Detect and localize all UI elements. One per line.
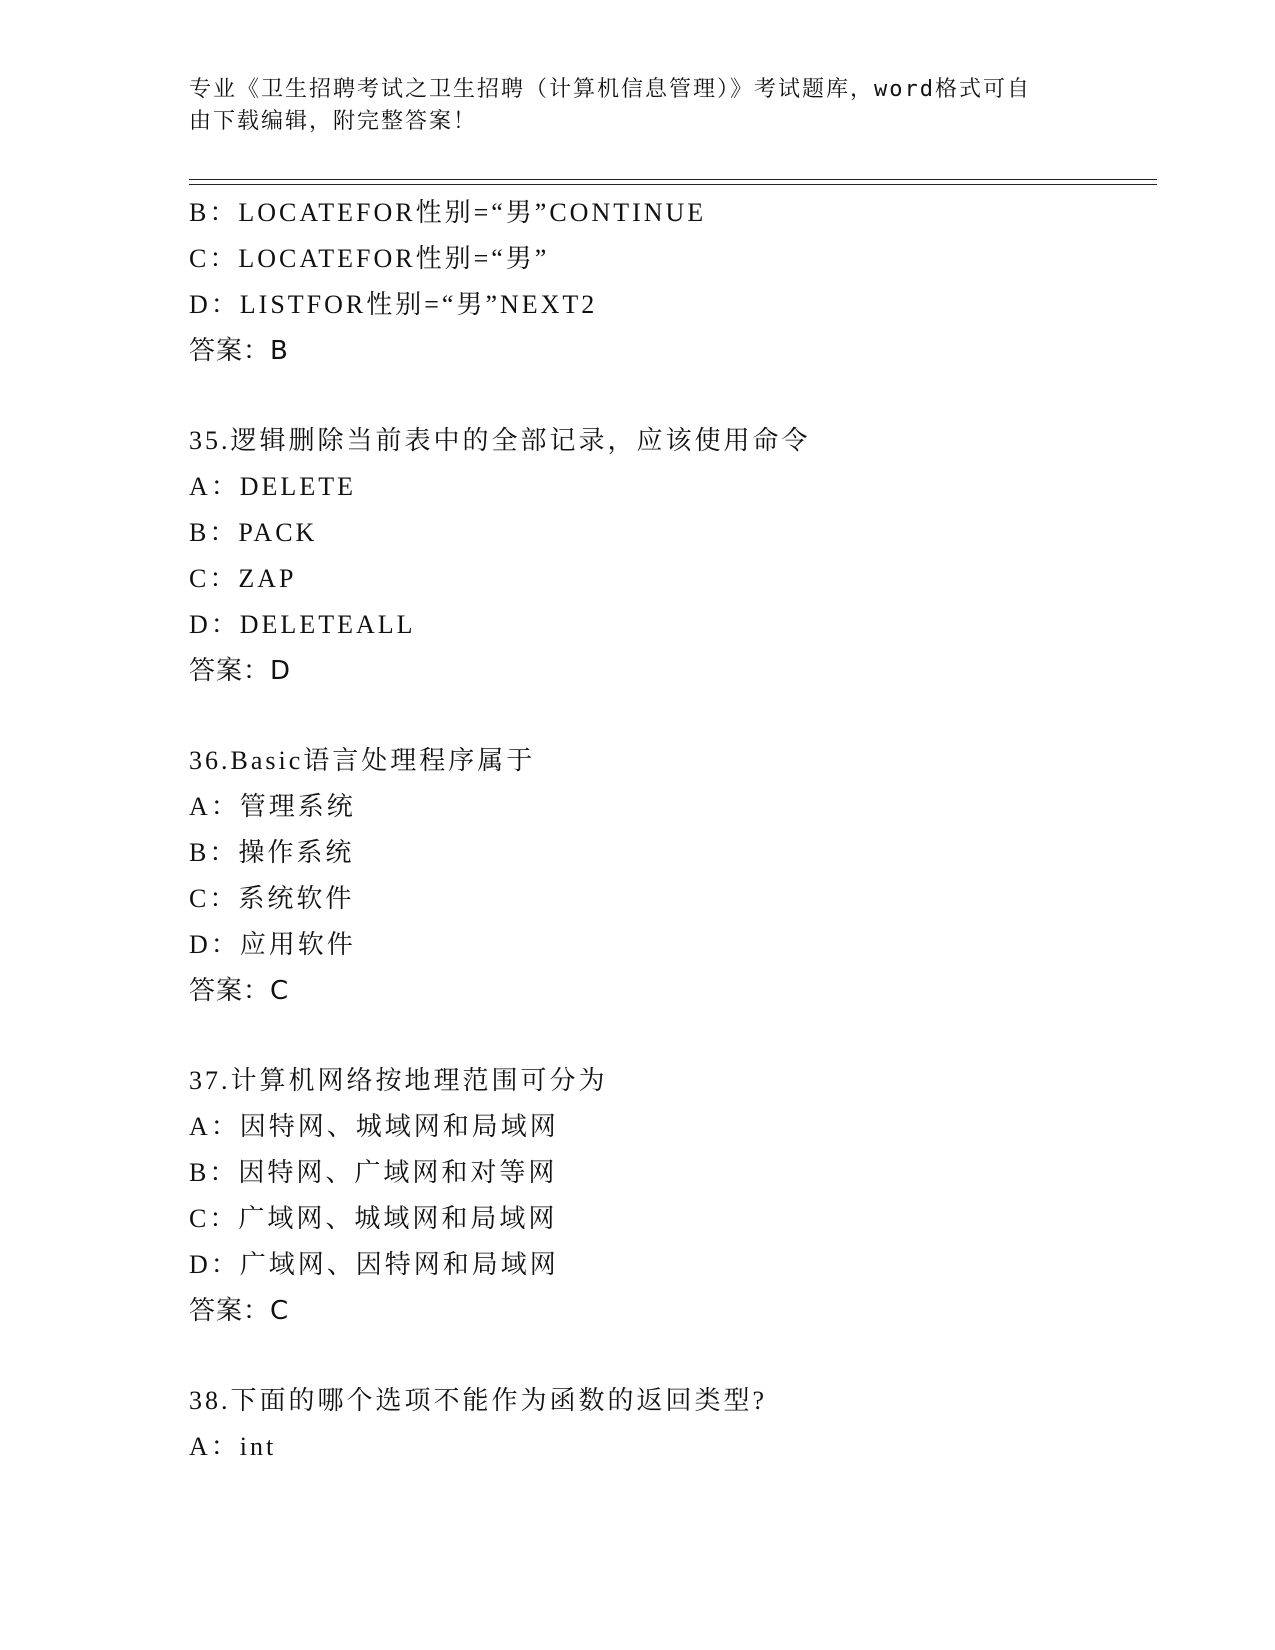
answer-label: 答案：C bbox=[189, 976, 290, 1006]
header-divider-top bbox=[189, 179, 1157, 180]
option-c: C：系统软件 bbox=[189, 884, 355, 913]
option-d: D：LISTFOR性别=“男”NEXT2 bbox=[189, 290, 598, 319]
option-b: B：PACK bbox=[189, 518, 318, 547]
option-b: B：操作系统 bbox=[189, 838, 355, 867]
question-stem: 37.计算机网络按地理范围可分为 bbox=[189, 1066, 608, 1095]
option-a: A：int bbox=[189, 1432, 277, 1461]
option-c: C：ZAP bbox=[189, 564, 297, 593]
question-stem: 35.逻辑删除当前表中的全部记录，应该使用命令 bbox=[189, 426, 811, 455]
question-list bbox=[189, 190, 1149, 1470]
option-a: A：因特网、城域网和局域网 bbox=[189, 1112, 559, 1141]
document-header bbox=[189, 74, 1069, 138]
question-34-continued bbox=[189, 190, 1149, 374]
answer-label: 答案：B bbox=[189, 336, 289, 366]
option-c: C：广域网、城域网和局域网 bbox=[189, 1204, 558, 1233]
option-b: B：因特网、广域网和对等网 bbox=[189, 1158, 558, 1187]
header-line-1: 专业《卫生招聘考试之卫生招聘（计算机信息管理）》考试题库，word格式可自 bbox=[189, 77, 1031, 102]
option-d: D：应用软件 bbox=[189, 930, 356, 959]
question-stem: 36.Basic语言处理程序属于 bbox=[189, 746, 536, 775]
question-stem: 38.下面的哪个选项不能作为函数的返回类型? bbox=[189, 1386, 768, 1415]
question-36 bbox=[189, 738, 1149, 1014]
option-d: D：广域网、因特网和局域网 bbox=[189, 1250, 559, 1279]
header-line-2: 由下载编辑，附完整答案！ bbox=[189, 109, 478, 134]
answer-label: 答案：C bbox=[189, 1296, 290, 1326]
option-a: A：管理系统 bbox=[189, 792, 356, 821]
option-c: C：LOCATEFOR性别=“男” bbox=[189, 244, 550, 273]
spacer bbox=[189, 1334, 1149, 1378]
question-37 bbox=[189, 1058, 1149, 1334]
option-d: D：DELETEALL bbox=[189, 610, 416, 639]
spacer bbox=[189, 694, 1149, 738]
option-b: B：LOCATEFOR性别=“男”CONTINUE bbox=[189, 198, 707, 227]
answer-label: 答案：D bbox=[189, 656, 292, 686]
spacer bbox=[189, 1014, 1149, 1058]
spacer bbox=[189, 374, 1149, 418]
question-38 bbox=[189, 1378, 1149, 1470]
option-a: A：DELETE bbox=[189, 472, 356, 501]
question-35 bbox=[189, 418, 1149, 694]
header-divider-bottom bbox=[189, 184, 1157, 185]
